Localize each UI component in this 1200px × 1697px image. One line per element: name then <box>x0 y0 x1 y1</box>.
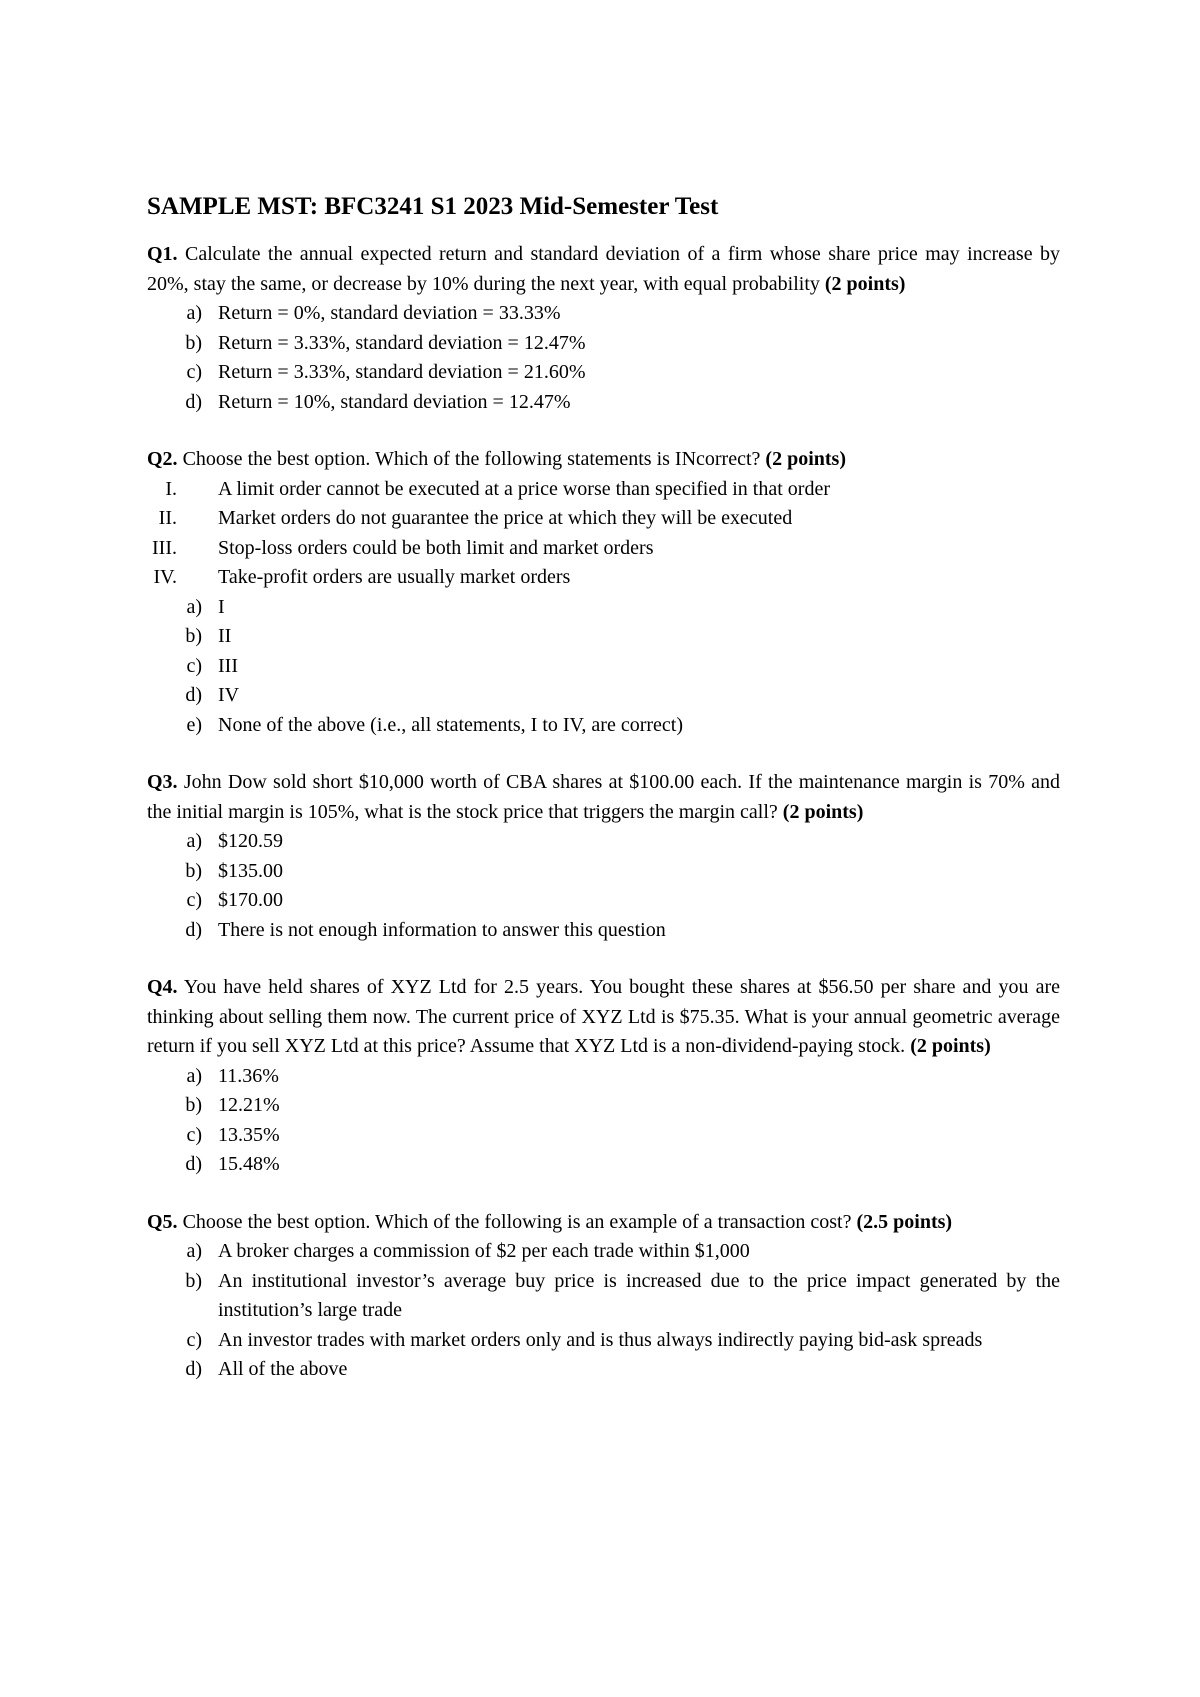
answer-option <box>147 916 1060 946</box>
answer-option <box>147 711 1060 741</box>
option-text: A broker charges a commission of $2 per each trade within $1,000 <box>218 1240 750 1262</box>
option-marker: d) <box>185 1153 202 1175</box>
statement-marker: III. <box>152 536 177 559</box>
option-marker: a) <box>186 830 202 852</box>
option-text: There is not enough information to answer this question <box>218 918 666 941</box>
question-points: (2 points) <box>782 800 864 823</box>
answer-options <box>147 593 1060 741</box>
option-marker: a) <box>186 302 202 324</box>
answer-option <box>147 1355 1060 1385</box>
statement-item <box>147 504 1060 534</box>
question-text <box>147 768 1060 827</box>
option-marker: d) <box>185 684 202 706</box>
option-text: All of the above <box>218 1358 348 1380</box>
option-marker: a) <box>186 1064 202 1087</box>
question-text <box>147 240 1060 299</box>
question-2 <box>147 445 1060 740</box>
option-marker: b) <box>185 1269 202 1292</box>
question-body: Calculate the annual expected return and standard deviation of a firm whose share price may increase by 20%, stay the same, or decrease by 10% during the next year, with equal probability <box>147 243 1060 295</box>
statement-text: Market orders do not guarantee the price at which they will be executed <box>218 507 793 529</box>
option-text: III <box>218 654 238 677</box>
answer-option <box>147 681 1060 711</box>
document-page <box>147 190 1060 1413</box>
statement-text: Stop-loss orders could be both limit and market orders <box>218 536 654 559</box>
option-marker: c) <box>186 1123 202 1146</box>
option-text: 12.21% <box>218 1094 280 1116</box>
option-marker: d) <box>185 1358 202 1380</box>
question-text <box>147 1208 1060 1238</box>
statement-item <box>147 534 1060 564</box>
answer-options <box>147 299 1060 417</box>
question-5 <box>147 1208 1060 1385</box>
option-marker: c) <box>186 889 202 911</box>
question-label: Q2. <box>147 448 178 470</box>
question-body: John Dow sold short $10,000 worth of CBA shares at $100.00 each. If the maintenance margin is 70% and the initial margin is 105%, what is the stock price that triggers the margin call? <box>147 771 1061 823</box>
statement-item <box>147 563 1060 593</box>
option-marker: d) <box>185 918 202 941</box>
question-text <box>147 445 1060 475</box>
answer-option <box>147 1267 1060 1326</box>
answer-option <box>147 1326 1060 1356</box>
question-label: Q1. <box>147 243 178 265</box>
answer-options <box>147 827 1060 945</box>
answer-option <box>147 593 1060 623</box>
option-marker: a) <box>186 1240 202 1262</box>
option-marker: a) <box>186 595 202 618</box>
page-title: SAMPLE MST: BFC3241 S1 2023 Mid-Semester Test <box>147 193 719 220</box>
statement-marker: II. <box>158 507 177 529</box>
option-text: I <box>218 595 225 618</box>
option-text: An institutional investor’s average buy price is increased due to the price impact generated by the institution’s large trade <box>218 1269 1060 1321</box>
option-text: $170.00 <box>218 889 283 911</box>
option-text: 15.48% <box>218 1153 280 1175</box>
option-marker: c) <box>186 361 202 383</box>
option-marker: d) <box>185 390 202 413</box>
question-points: (2 points) <box>910 1035 991 1057</box>
question-text <box>147 973 1060 1062</box>
question-body: You have held shares of XYZ Ltd for 2.5 years. You bought these shares at $56.50 per share and you are thinking about selling them now. The current price of XYZ Ltd is $75.35. What is your annual geometric average return if you sell XYZ Ltd at this price? Assume that XYZ Ltd is a non-dividend-paying stock. <box>147 976 1060 1057</box>
answer-option <box>147 652 1060 682</box>
statement-item <box>147 475 1060 505</box>
option-text: $135.00 <box>218 859 283 882</box>
answer-option <box>147 1121 1060 1151</box>
question-label: Q4. <box>147 976 178 998</box>
question-points: (2 points) <box>765 448 846 470</box>
answer-option <box>147 827 1060 857</box>
statement-text: Take-profit orders are usually market orders <box>218 566 571 588</box>
question-3 <box>147 768 1060 945</box>
statement-marker: IV. <box>153 566 177 588</box>
answer-option <box>147 358 1060 388</box>
option-text: Return = 0%, standard deviation = 33.33% <box>218 302 561 324</box>
answer-option <box>147 299 1060 329</box>
option-marker: b) <box>185 625 202 647</box>
option-marker: b) <box>185 859 202 882</box>
option-marker: e) <box>186 713 202 736</box>
answer-option <box>147 1237 1060 1267</box>
question-label: Q3. <box>147 771 178 793</box>
answer-option <box>147 622 1060 652</box>
statement-marker: I. <box>165 477 177 500</box>
statement-text: A limit order cannot be executed at a price worse than specified in that order <box>218 477 830 500</box>
statement-list <box>147 475 1060 593</box>
option-text: IV <box>218 684 240 706</box>
option-text: None of the above (i.e., all statements, I to IV, are correct) <box>218 713 683 736</box>
question-points: (2.5 points) <box>856 1210 953 1233</box>
option-text: 11.36% <box>218 1064 279 1087</box>
option-text: II <box>218 625 232 647</box>
option-marker: c) <box>186 654 202 677</box>
option-text: $120.59 <box>218 830 283 852</box>
question-points: (2 points) <box>824 272 906 295</box>
question-body: Choose the best option. Which of the following is an example of a transaction cost? <box>182 1210 852 1233</box>
answer-options <box>147 1237 1060 1385</box>
answer-option <box>147 857 1060 887</box>
question-4 <box>147 973 1060 1180</box>
question-1 <box>147 240 1060 417</box>
answer-options <box>147 1062 1060 1180</box>
option-text: Return = 3.33%, standard deviation = 12.47% <box>218 331 586 354</box>
question-label: Q5. <box>147 1210 178 1233</box>
option-text: An investor trades with market orders only and is thus always indirectly paying bid-ask spreads <box>218 1328 983 1351</box>
option-marker: c) <box>186 1328 202 1351</box>
question-body: Choose the best option. Which of the following statements is INcorrect? <box>182 448 761 470</box>
answer-option <box>147 1091 1060 1121</box>
answer-option <box>147 388 1060 418</box>
answer-option <box>147 1150 1060 1180</box>
option-text: Return = 3.33%, standard deviation = 21.60% <box>218 361 586 383</box>
option-text: Return = 10%, standard deviation = 12.47% <box>218 390 571 413</box>
answer-option <box>147 1062 1060 1092</box>
option-marker: b) <box>185 331 202 354</box>
answer-option <box>147 886 1060 916</box>
option-marker: b) <box>185 1094 202 1116</box>
answer-option <box>147 329 1060 359</box>
option-text: 13.35% <box>218 1123 280 1146</box>
